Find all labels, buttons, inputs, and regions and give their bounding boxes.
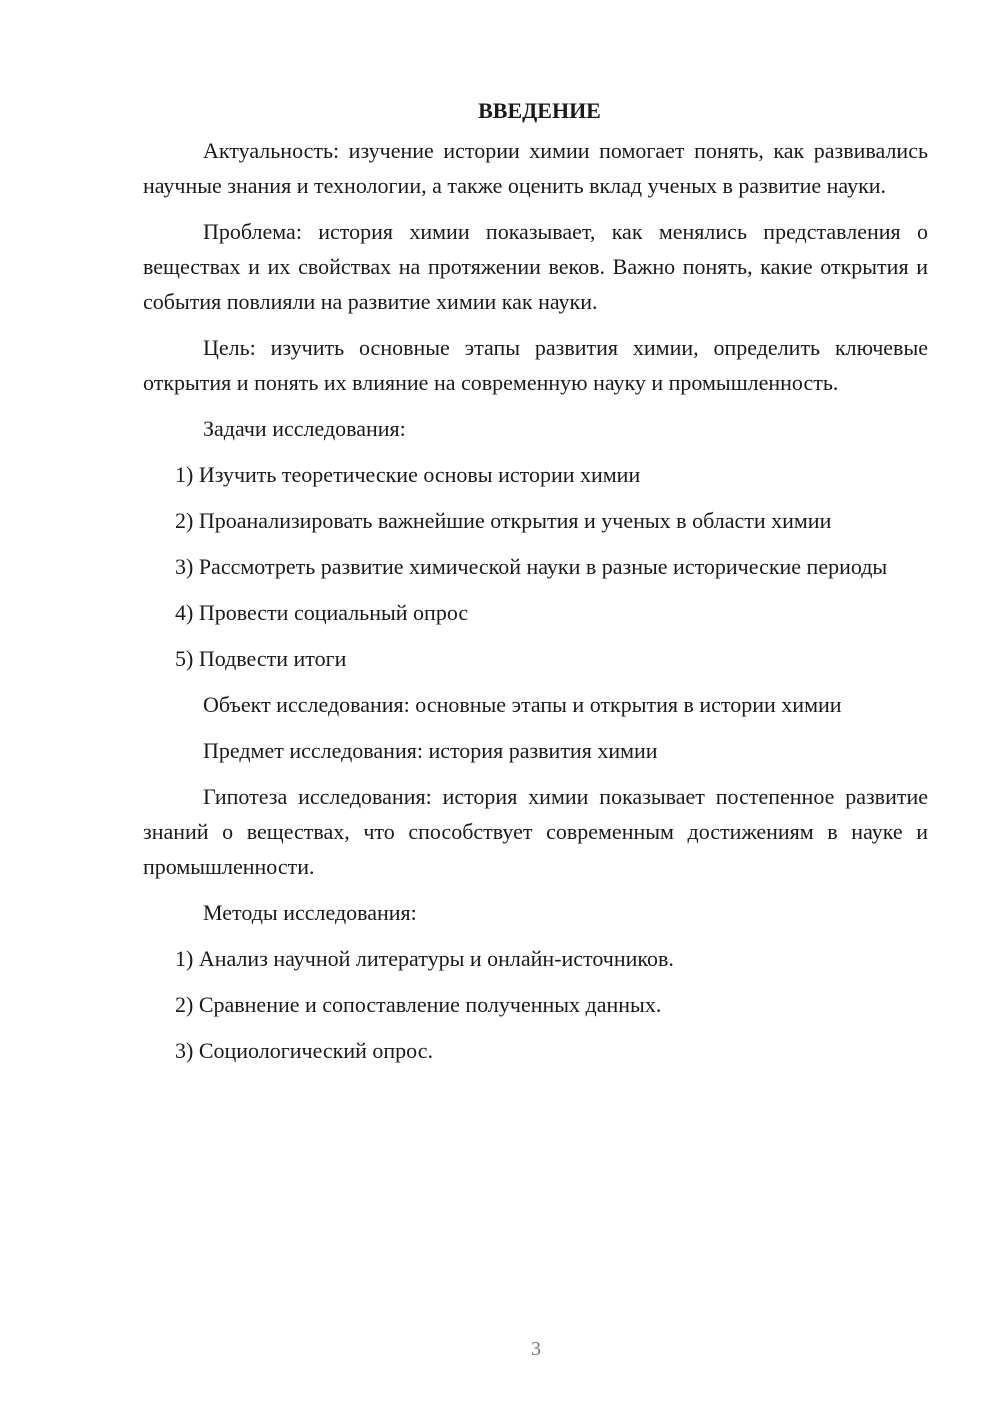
- page-title-text: ВВЕДЕНИЕ: [478, 98, 601, 123]
- relevance-paragraph: Актуальность: изучение истории химии помогает понять, как развивались научные знания и технологии, а также оценить вклад ученых в развитие науки.: [143, 138, 928, 198]
- method-item-1: 1) Анализ научной литературы и онлайн-источников.: [175, 946, 674, 971]
- tasks-heading: Задачи исследования:: [203, 416, 406, 441]
- object-paragraph: Объект исследования: основные этапы и открытия в истории химии: [203, 692, 842, 717]
- method-item-3: 3) Социологический опрос.: [175, 1038, 433, 1063]
- task-item-1: 1) Изучить теоретические основы истории химии: [175, 462, 641, 487]
- hypothesis-paragraph: Гипотеза исследования: история химии показывает постепенное развитие знаний о веществах, что способствует современным достижениям в науке и промышленности.: [143, 784, 928, 879]
- problem-paragraph: Проблема: история химии показывает, как менялись представления о веществах и их свойствах на протяжении веков. Важно понять, какие открытия и события повлияли на развитие химии как науки.: [143, 219, 928, 314]
- subject-paragraph: Предмет исследования: история развития химии: [203, 738, 658, 763]
- goal-paragraph: Цель: изучить основные этапы развития химии, определить ключевые открытия и понять их влияние на современную науку и промышленность.: [143, 335, 928, 395]
- task-item-4: 4) Провести социальный опрос: [175, 600, 469, 625]
- method-item-2: 2) Сравнение и сопоставление полученных данных.: [175, 992, 662, 1017]
- page-number: 3: [531, 1338, 541, 1360]
- page-title: [143, 93, 928, 128]
- task-item-3: 3) Рассмотреть развитие химической науки в разные исторические периоды: [175, 554, 888, 579]
- methods-heading: Методы исследования:: [203, 900, 417, 925]
- document-body: [143, 93, 928, 1079]
- task-item-5: 5) Подвести итоги: [175, 646, 347, 671]
- task-item-2: 2) Проанализировать важнейшие открытия и ученых в области химии: [175, 508, 832, 533]
